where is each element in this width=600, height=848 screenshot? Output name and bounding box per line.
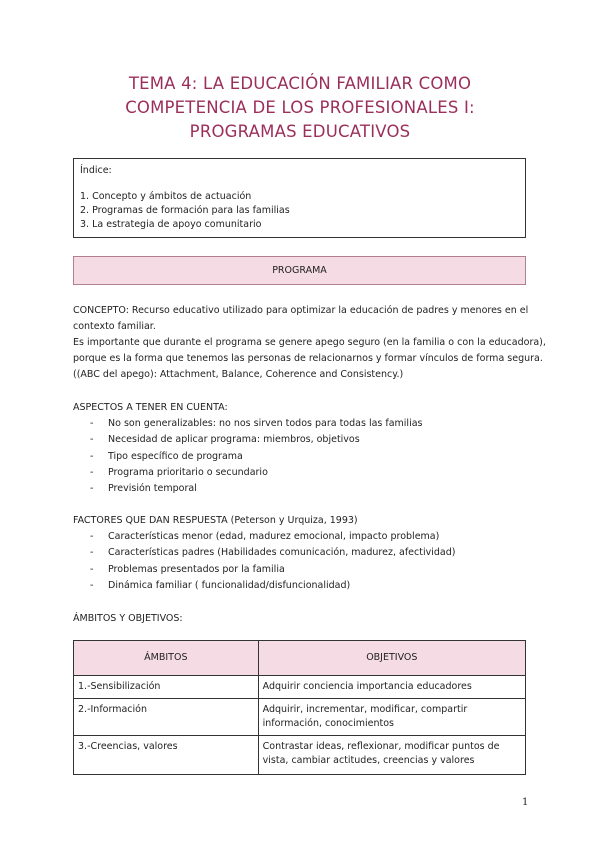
aspects-list [73,416,533,497]
list-item: - Problemas presentados por la familia [90,563,285,575]
index-item: 3. La estrategia de apoyo comunitario [80,219,262,230]
index-heading: Índice: [80,165,112,176]
list-item: - Programa prioritario o secundario [90,466,268,478]
title-line-1: TEMA 4: LA EDUCACIÓN FAMILIAR COMO [128,74,472,93]
cell-objetivo: Adquirir, incrementar, modificar, compartir información, conocimientos [258,699,525,736]
table-header-row [74,641,526,676]
concept-line: Es importante que durante el programa se genere apego seguro (en la familia o con la educadora), [73,337,546,348]
page-title [0,72,600,144]
column-header-ambitos: ÁMBITOS [74,641,259,676]
section-header-programa: PROGRAMA [73,256,526,285]
concept-line: CONCEPTO: Recurso educativo utilizado para optimizar la educación de padres y menores en el [73,305,529,316]
concept-paragraph [73,303,546,383]
aspects-heading: ASPECTOS A TENER EN CUENTA: [73,402,228,413]
cell-objetivo: Contrastar ideas, reflexionar, modificar puntos de vista, cambiar actitudes, creencias y valores [258,736,525,775]
table-row [74,676,526,699]
page-number: 1 [522,797,529,808]
title-line-2: COMPETENCIA DE LOS PROFESIONALES I: [125,98,475,117]
cell-ambito: 2.-Información [74,699,259,736]
scope-table [73,640,526,775]
cell-objetivo: Adquirir conciencia importancia educadores [258,676,525,699]
cell-ambito: 1.-Sensibilización [74,676,259,699]
factors-list [73,529,533,594]
list-item: - Características padres (Habilidades comunicación, madurez, afectividad) [90,547,456,559]
concept-line: porque es la forma que tenemos las personas de relacionarnos y formar vínculos de forma segura. [73,353,543,364]
list-item: - Previsión temporal [90,483,197,495]
list-item: - Necesidad de aplicar programa: miembros, objetivos [90,434,360,446]
index-item: 2. Programas de formación para las familias [80,205,290,216]
concept-line: contexto familiar. [73,321,156,332]
concept-line: ((ABC del apego): Attachment, Balance, Coherence and Consistency.) [73,369,404,380]
table-row [74,736,526,775]
scope-heading: ÁMBITOS Y OBJETIVOS: [73,613,183,624]
list-item: - No son generalizables: no nos sirven todos para todas las familias [90,418,423,429]
index-item: 1. Concepto y ámbitos de actuación [80,191,252,202]
column-header-objetivos: OBJETIVOS [258,641,525,676]
list-item: - Dinámica familiar ( funcionalidad/disfuncionalidad) [90,579,351,591]
title-line-3: PROGRAMAS EDUCATIVOS [189,122,411,141]
table-row [74,699,526,736]
factors-heading: FACTORES QUE DAN RESPUESTA (Peterson y Urquiza, 1993) [73,515,358,526]
list-item: - Tipo específico de programa [90,450,243,462]
cell-ambito: 3.-Creencias, valores [74,736,259,775]
list-item: - Características menor (edad, madurez emocional, impacto problema) [90,531,440,542]
index-box [73,158,526,238]
